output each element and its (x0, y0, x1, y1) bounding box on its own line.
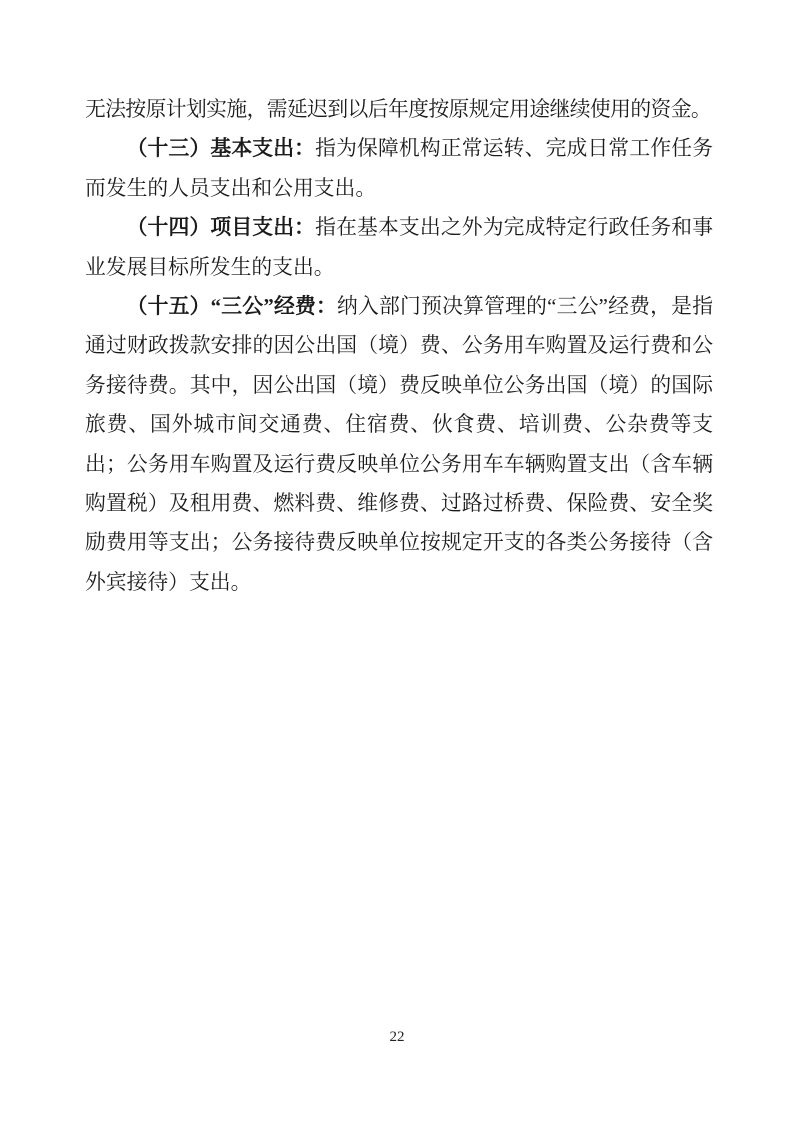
paragraph-lead: （十五）“三公”经费： (126, 295, 337, 319)
paragraph-text: 无法按原计划实施，需延迟到以后年度按原规定用途继续使用的资金。 (85, 98, 712, 121)
paragraph-continuation (85, 90, 713, 129)
paragraph-text: 纳入部门预决算管理的“三公”经费，是指通过财政拨款安排的因公出国（境）费、公务用车购置及运行费和公务接待费。其中，因公出国（境）费反映单位公务出国（境）的国际旅费、国外城市间交通费、住宿费、伙食费、培训费、公杂费等支出；公务用车购置及运行费反映单位公务用车车辆购置支出（含车辆购置税）及租用费、燃料费、维修费、过路过桥费、保险费、安全奖励费用等支出；公务接待费反映单位按规定开支的各类公务接待（含外宾接待）支出。 (85, 295, 713, 594)
page-content (85, 90, 713, 602)
paragraph-three-public-funds (85, 287, 713, 602)
paragraph-lead: （十三）基本支出： (126, 137, 316, 161)
page-number: 22 (389, 1029, 405, 1045)
paragraph-project-expenditure (85, 208, 713, 287)
paragraph-basic-expenditure (85, 129, 713, 208)
paragraph-text: 指在基本支出之外为完成特定行政任务和事业发展目标所发生的支出。 (85, 216, 714, 279)
paragraph-lead: （十四）项目支出： (126, 216, 316, 240)
paragraph-text: 指为保障机构正常运转、完成日常工作任务而发生的人员支出和公用支出。 (85, 137, 714, 200)
